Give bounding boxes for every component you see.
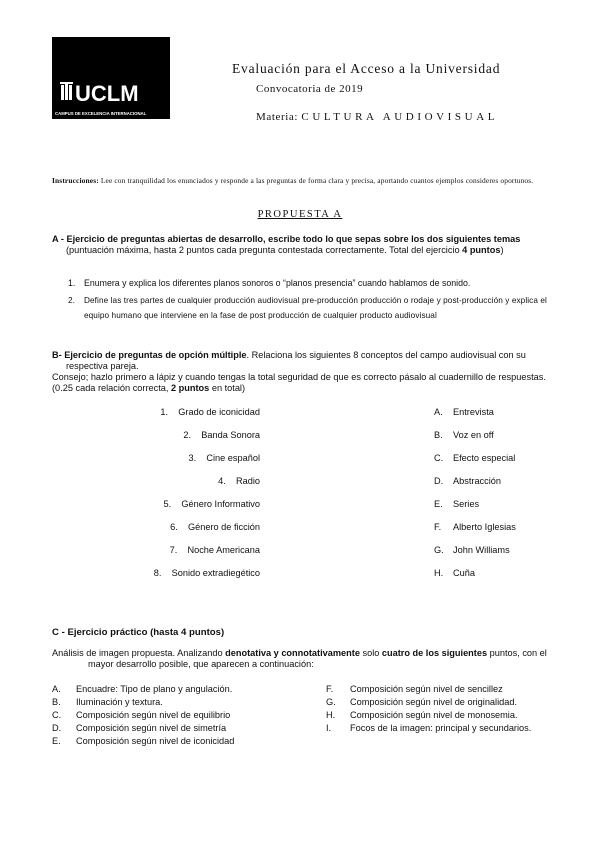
section-a-points: 4 puntos [462,245,501,255]
list-item [52,697,163,707]
section-b-heading [52,350,562,394]
concept-number: 1. [160,407,169,417]
subject-label: Materia: [256,111,302,123]
pair-letter: H. [434,568,444,578]
item-text: Composición según nivel de iconicidad [76,736,235,746]
pair-text: Entrevista [453,407,494,417]
item-letter: A. [52,684,61,694]
exam-convocatoria: Convocatoria de 2019 [256,83,364,95]
uclm-emblem-icon [52,37,170,119]
concept-number: 6. [170,522,178,532]
item-letter: I. [326,723,332,733]
pair-letter: C. [434,453,444,463]
list-item [326,710,518,720]
list-item [68,278,558,289]
section-c-intro-text: solo [359,648,382,658]
logo-tagline: CAMPUS DE EXCELENCIA INTERNACIONAL [55,111,147,116]
pair-item [434,568,475,578]
concept-text: Banda Sonora [201,430,260,440]
concept-number: 3. [188,453,197,463]
question-number: 1. [68,278,76,288]
pair-letter: A. [434,407,443,417]
uclm-logo [52,37,170,119]
question-text: Enumera y explica los diferentes planos sonoros o “planos presencia” cuando hablamos de sonido. [84,278,471,288]
concept-number: 2. [183,430,192,440]
concept-text: Cine español [206,453,260,463]
pair-item [434,453,515,463]
list-item [326,684,503,694]
logo-brand: UCLM [75,81,139,106]
pair-item [434,430,494,440]
section-b-points: 2 puntos [171,383,210,393]
item-text: Composición según nivel de originalidad. [350,697,518,707]
list-item [52,723,226,733]
pair-letter: F. [434,522,442,532]
concept-number: 5. [163,499,172,509]
pair-letter: D. [434,476,444,486]
list-item [52,736,234,746]
pair-letter: B. [434,430,443,440]
section-a-heading [52,234,560,256]
section-a-questions [68,278,558,327]
section-c-intro [52,648,552,670]
item-text: Composición según nivel de sencillez [350,684,503,694]
list-item [52,710,230,720]
pair-text: John Williams [453,545,510,555]
question-number: 2. [68,296,76,305]
pair-text: Cuña [453,568,475,578]
instructions [52,176,552,185]
section-c-intro-text: Análisis de imagen propuesta. Analizando [52,648,226,658]
item-text: Composición según nivel de equilibrio [76,710,231,720]
concept-item [163,499,260,509]
list-item [326,723,531,733]
concept-text: Género Informativo [181,499,260,509]
concept-item [160,407,260,417]
section-b-heading-bold: B- Ejercicio de preguntas de opción múltiple [52,350,247,360]
exam-title: Evaluación para el Acceso a la Universidad [232,61,501,76]
concept-number: 7. [169,545,178,555]
concept-text: Noche Americana [187,545,260,555]
item-letter: B. [52,697,61,707]
section-b-heading-text: . Relaciona los siguientes 8 conceptos del campo audiovisual con su respectiva pareja. [66,350,526,371]
exam-subject [256,111,498,123]
item-text: Focos de la imagen: principal y secundarios. [350,723,532,733]
section-a-heading-text: (puntuación máxima, hasta 2 puntos cada pregunta contestada correctamente. Total del ejercicio [66,245,463,255]
section-a-heading-bold: A - Ejercicio de preguntas abiertas de desarrollo, escribe todo lo que sepas sobre los dos siguientes temas [52,234,521,244]
concept-item [170,522,260,532]
pair-text: Efecto especial [453,453,516,463]
concept-item [218,476,260,486]
item-letter: E. [52,736,61,746]
concept-text: Radio [235,476,260,486]
pair-item [434,476,501,486]
item-text: Composición según nivel de monosemia. [350,710,518,720]
concept-item [188,453,260,463]
list-item [326,697,517,707]
concept-item [154,568,260,578]
section-b-advice-end: en total) [209,383,246,393]
concept-text: Género de ficción [187,522,260,532]
pair-text: Alberto Iglesias [453,522,516,532]
item-letter: D. [52,723,62,733]
concept-number: 4. [218,476,226,486]
pair-item [434,522,516,532]
item-letter: G. [326,697,336,707]
section-a-heading-end: ) [500,245,504,255]
section-c-title: C - Ejercicio práctico (hasta 4 puntos) [52,627,225,638]
concept-text: Sonido extradiegético [171,568,260,578]
pair-letter: G. [434,545,444,555]
section-c-intro-bold: denotativa y connotativamente [225,648,360,658]
subject-value: CULTURA AUDIOVISUAL [301,111,499,123]
section-c-intro-text: puntos, con el mayor desarrollo posible, que aparecen a continuación: [88,648,547,669]
item-letter: H. [326,710,336,720]
item-text: Iluminación y textura. [76,697,163,707]
pair-text: Abstracción [453,476,502,486]
concept-number: 8. [153,568,162,578]
item-text: Composición según nivel de simetría [76,723,227,733]
instructions-text: Lee con tranquilidad los enunciados y responde a las preguntas de forma clara y precisa, aportando cuantos ejemplos consideres oportunos. [98,176,534,185]
concept-item [170,545,260,555]
pair-item [434,407,494,417]
pair-text: Series [453,499,480,509]
pair-letter: E. [434,499,443,509]
pair-text: Voz en off [453,430,494,440]
item-letter: C. [52,710,62,720]
list-item [68,293,558,323]
section-b-advice: Consejo; hazlo primero a lápiz y cuando tengas la total seguridad de que es correcto pásalo al cuadernillo de respuestas. (0.25 cada relación correcta, [52,372,546,393]
pair-item [434,499,479,509]
concept-text: Grado de iconicidad [178,407,260,417]
instructions-label: Instrucciones: [52,176,99,185]
item-text: Encuadre: Tipo de plano y angulación. [76,684,233,694]
list-item [52,684,232,694]
section-c-intro-bold: cuatro de los siguientes [381,648,488,658]
item-letter: F. [326,684,334,694]
concept-item [183,430,260,440]
pair-item [434,545,510,555]
question-text: Define las tres partes de cualquier producción audiovisual pre-producción producción o rodaje y post-producción y explica el equipo humano que interviene en la fase de post producción de cualquier producto audiovisual [84,296,547,320]
proposal-title: PROPUESTA A [257,209,343,220]
